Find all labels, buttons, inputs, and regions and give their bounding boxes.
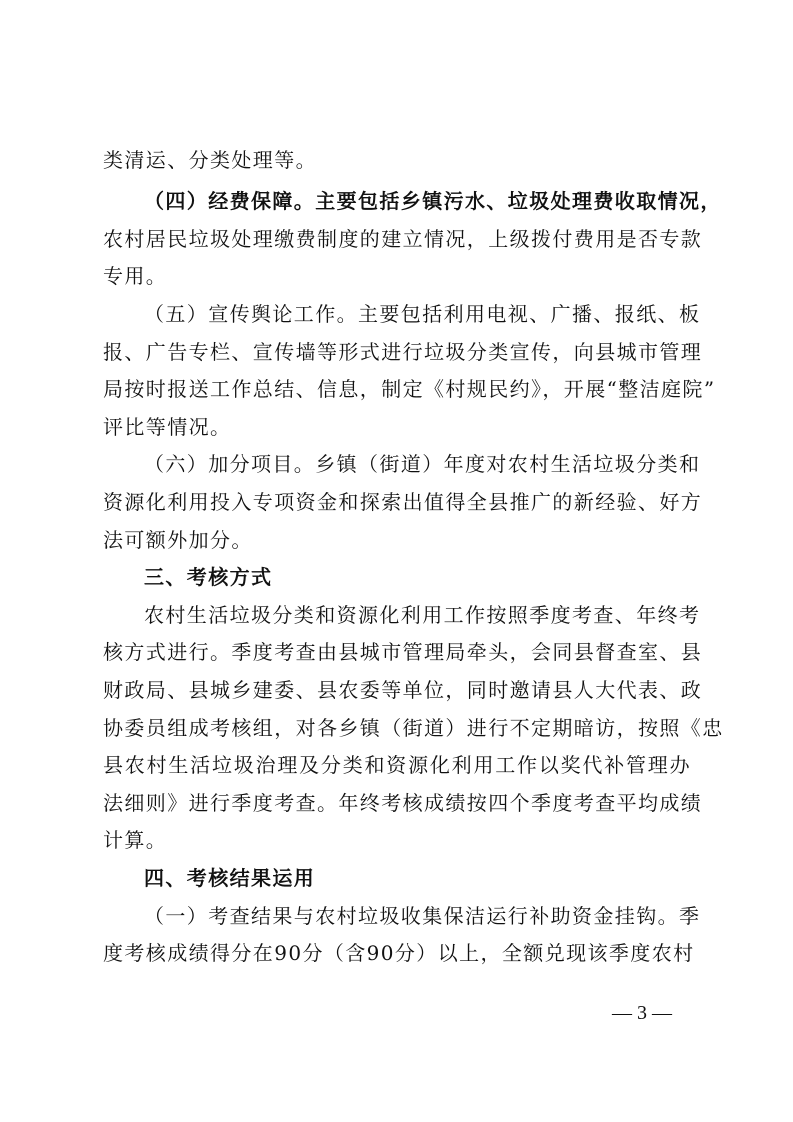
text-line: 计算。 <box>103 828 168 852</box>
text-line: 协委员组成考核组，对各乡镇（街道）进行不定期暗访，按照《忠 <box>103 716 724 740</box>
text-line: 评比等情况。 <box>103 415 232 439</box>
section-heading: 三、考核方式 <box>144 565 273 589</box>
text-line: 专用。 <box>103 264 168 288</box>
text-line: 农村居民垃圾处理缴费制度的建立情况，上级拨付费用是否专款 <box>103 227 703 251</box>
text-line: 财政局、县城乡建委、县农委等单位，同时邀请县人大代表、政 <box>103 678 703 702</box>
text-line: （六）加分项目。乡镇（街道）年度对农村生活垃圾分类和 <box>144 452 701 476</box>
text-line: 法可额外加分。 <box>103 528 253 552</box>
text-line: 农村生活垃圾分类和资源化利用工作按照季度考查、年终考 <box>144 603 701 627</box>
text-line: 法细则》进行季度考查。年终考核成绩按四个季度考查平均成绩 <box>103 791 703 815</box>
section-heading: 四、考核结果运用 <box>144 866 316 890</box>
text-line: 县农村生活垃圾治理及分类和资源化利用工作以奖代补管理办 <box>103 753 691 777</box>
text-line: 类清运、分类处理等。 <box>103 148 317 172</box>
text-line: （四）经费保障。主要包括乡镇污水、垃圾处理费收取情况， <box>144 189 722 213</box>
text-line: 报、广告专栏、宣传墙等形式进行垃圾分类宣传，向县城市管理 <box>103 340 703 364</box>
text-line: 核方式进行。季度考查由县城市管理局牵头，会同县督查室、县 <box>103 640 703 664</box>
page-number: — 3 — <box>612 1002 672 1024</box>
text-line: 资源化利用投入专项资金和探索出值得全县推广的新经验、好方 <box>103 490 703 514</box>
text-line: （一）考查结果与农村垃圾收集保洁运行补助资金挂钩。季 <box>144 904 701 928</box>
text-line: （五）宣传舆论工作。主要包括利用电视、广播、报纸、板 <box>144 302 701 326</box>
text-line: 局按时报送工作总结、信息，制定《村规民约》，开展“整洁庭院” <box>103 377 716 401</box>
text-line: 度考核成绩得分在90分（含90分）以上，全额兑现该季度农村 <box>103 941 695 965</box>
